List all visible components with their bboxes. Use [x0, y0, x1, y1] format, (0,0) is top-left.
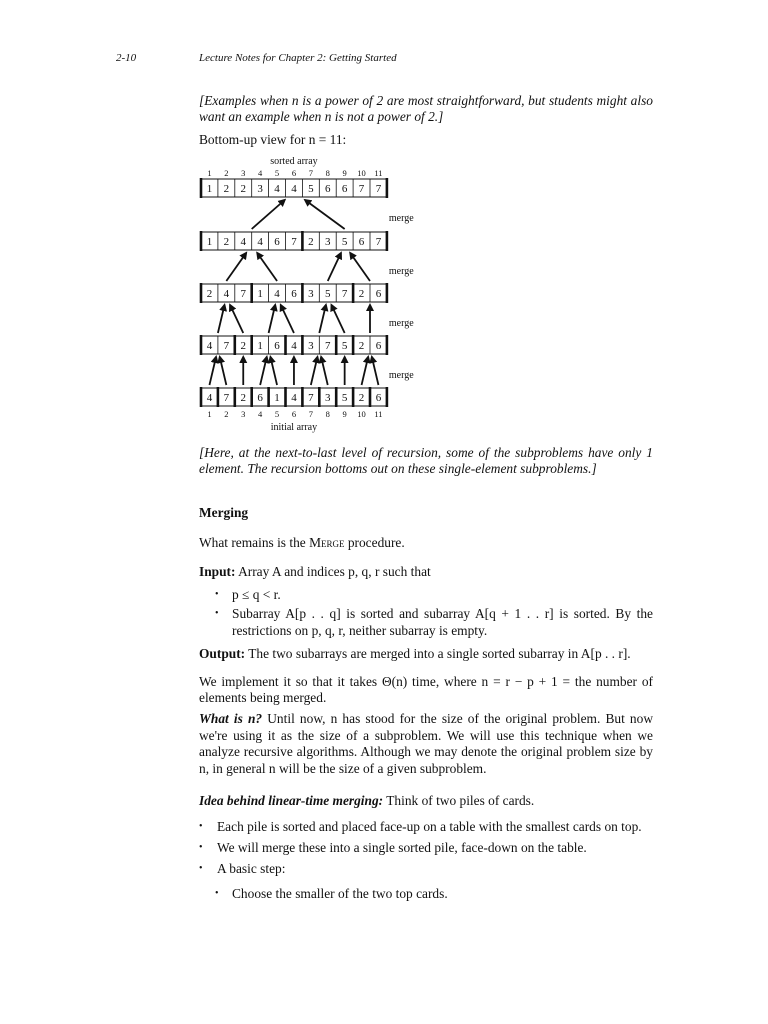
merge-procedure-name: Merge	[309, 535, 345, 551]
body-section	[199, 445, 653, 902]
bottom-index-5: 5	[274, 409, 280, 419]
merge-arrow	[252, 200, 285, 229]
cell-value: 5	[325, 288, 331, 300]
cell-value: 4	[274, 183, 280, 195]
merge-arrow	[305, 200, 345, 229]
input-label: Input:	[199, 563, 236, 579]
cell-value: 6	[257, 392, 263, 404]
cell-value: 4	[206, 340, 213, 352]
cell-value: 5	[308, 183, 314, 195]
bottom-index-3: 3	[241, 409, 246, 419]
cell-value: 7	[325, 340, 331, 352]
top-index-11: 11	[374, 168, 383, 178]
cell-value: 2	[240, 392, 246, 404]
cell-value: 6	[375, 340, 382, 352]
output-paragraph	[199, 646, 653, 662]
cell-value: 1	[206, 236, 213, 248]
merge-arrow	[218, 305, 225, 333]
initial-array-label: initial array	[270, 422, 318, 433]
idea-label: Idea behind linear-time merging:	[199, 793, 384, 809]
recursion-note: [Here, at the next-to-last level of recursion, some of the subproblems have only 1 element. The recursion bottoms out on these single-element subproblems.]	[199, 445, 653, 477]
merge-arrow	[281, 305, 294, 333]
merge-arrow	[226, 253, 246, 281]
cell-value: 4	[291, 340, 297, 352]
bottom-index-9: 9	[342, 409, 347, 419]
top-index-1: 1	[207, 168, 212, 178]
merge-arrow	[362, 357, 369, 385]
cell-value: 2	[308, 236, 314, 248]
cell-value: 7	[358, 183, 365, 195]
cell-value: 6	[274, 236, 280, 248]
top-index-10: 10	[357, 168, 366, 178]
merge-arrow	[311, 357, 318, 385]
cell-value: 3	[325, 392, 331, 404]
cell-value: 7	[223, 392, 230, 404]
bottom-index-10: 10	[357, 409, 366, 419]
cell-value: 2	[240, 340, 246, 352]
merge-label-4: merge	[388, 370, 414, 381]
idea-bullet-2: • We will merge these into a single sorted pile, face-down on the table.	[199, 840, 653, 856]
merge-arrow	[220, 357, 227, 385]
cell-value: 1	[257, 340, 263, 352]
merge-arrow	[319, 305, 326, 333]
cell-value: 6	[291, 288, 297, 300]
cell-value: 7	[375, 236, 382, 248]
what-is-n-label: What is n?	[199, 711, 263, 727]
merge-arrow	[331, 305, 344, 333]
cell-value: 2	[358, 340, 365, 352]
cell-value: 6	[274, 340, 280, 352]
bottom-index-7: 7	[308, 409, 313, 419]
cell-value: 4	[206, 392, 213, 404]
bottom-index-8: 8	[325, 409, 330, 419]
what-is-n-paragraph	[199, 711, 653, 777]
merge-label-3: merge	[388, 318, 414, 329]
top-index-2: 2	[224, 168, 229, 178]
cell-value: 4	[274, 288, 280, 300]
cell-value: 7	[341, 288, 348, 300]
top-index-9: 9	[342, 168, 347, 178]
cell-value: 1	[257, 288, 263, 300]
basic-step-bullets	[199, 886, 653, 902]
idea-bullet-1: • Each pile is sorted and placed face-up on a table with the smallest cards on top.	[199, 819, 653, 835]
cell-value: 7	[223, 340, 230, 352]
bottom-index-6: 6	[291, 409, 297, 419]
cell-value: 5	[341, 392, 348, 404]
cell-value: 5	[341, 236, 348, 248]
output-text: The two subarrays are merged into a single sorted subarray in A[p . . r].	[248, 646, 631, 662]
cell-value: 3	[257, 183, 263, 195]
cell-value: 1	[206, 183, 213, 195]
remains-text	[199, 535, 653, 551]
bottom-index-11: 11	[374, 409, 383, 419]
input-text: Array A and indices p, q, r such that	[238, 563, 431, 579]
cell-value: 2	[206, 288, 213, 300]
cell-value: 3	[308, 288, 314, 300]
merge-arrow	[350, 253, 370, 281]
output-label: Output:	[199, 646, 246, 662]
merge-label-1: merge	[388, 213, 414, 224]
remains-post: procedure.	[344, 535, 405, 551]
intro-section	[199, 93, 653, 148]
input-bullet-2: • Subarray A[p . . q] is sorted and subarray A[q + 1 . . r] is sorted. By the restrictions on p, q, r, neither subarray is empty.	[215, 606, 653, 639]
merge-arrow	[321, 357, 328, 385]
merging-heading: Merging	[199, 504, 249, 520]
merge-arrow	[269, 305, 276, 333]
idea-paragraph	[199, 793, 653, 809]
top-index-7: 7	[308, 168, 313, 178]
top-index-4: 4	[258, 168, 263, 178]
top-index-8: 8	[325, 168, 330, 178]
cell-value: 4	[291, 392, 297, 404]
intro-note: [Examples when n is a power of 2 are most straightforward, but students might also want an example when n is not a power of 2.]	[199, 93, 653, 125]
merge-sort-diagram	[199, 154, 439, 438]
idea-bullet-3: • A basic step:	[199, 861, 653, 877]
cell-value: 6	[358, 236, 365, 248]
bottom-index-4: 4	[258, 409, 263, 419]
cell-value: 5	[341, 340, 348, 352]
remains-pre: What remains is the	[199, 535, 310, 551]
cell-value: 7	[375, 183, 382, 195]
sorted-array-label: sorted array	[270, 156, 318, 167]
merge-arrow	[270, 357, 277, 385]
cell-value: 2	[223, 236, 230, 248]
merge-arrow	[230, 305, 243, 333]
cell-value: 7	[308, 392, 314, 404]
implement-paragraph: We implement it so that it takes Θ(n) time, where n = r − p + 1 = the number of elements being merged.	[199, 673, 653, 706]
merge-label-2: merge	[388, 266, 414, 277]
cell-value: 2	[358, 392, 365, 404]
idea-text: Think of two piles of cards.	[386, 793, 535, 809]
cell-value: 4	[223, 288, 230, 300]
cell-value: 2	[223, 183, 230, 195]
basic-step-bullet-1: • Choose the smaller of the two top cards.	[215, 886, 653, 902]
cell-value: 6	[375, 288, 382, 300]
merge-sort-svg	[199, 154, 439, 438]
cell-value: 6	[341, 183, 348, 195]
cell-value: 6	[325, 183, 331, 195]
merge-arrow	[372, 357, 379, 385]
cell-value: 4	[291, 183, 297, 195]
input-bullets	[199, 587, 653, 639]
cell-value: 2	[240, 183, 246, 195]
merge-arrow	[260, 357, 267, 385]
bottom-index-2: 2	[224, 409, 229, 419]
cell-value: 1	[274, 392, 280, 404]
cell-value: 7	[291, 236, 297, 248]
page-header-title: Lecture Notes for Chapter 2: Getting Started	[199, 52, 397, 64]
cell-value: 2	[358, 288, 365, 300]
page-header-number: 2-10	[116, 52, 137, 64]
input-bullet-1: • p ≤ q < r.	[215, 587, 653, 603]
what-is-n-text: Until now, n has stood for the size of the original problem. But now we're using it as the size of a subproblem. We will use this technique when we analyze recursive algorithms. Although we may denote the original problem size by n, in general n will be the size of a given subproblem.	[199, 711, 653, 776]
top-index-3: 3	[241, 168, 246, 178]
bottom-index-1: 1	[207, 409, 212, 419]
cell-value: 4	[257, 236, 263, 248]
merge-arrow	[257, 253, 277, 281]
cell-value: 3	[308, 340, 314, 352]
cell-value: 3	[325, 236, 331, 248]
merge-arrow	[328, 253, 341, 281]
bottom-up-label: Bottom-up view for n = 11:	[199, 131, 347, 147]
input-paragraph	[199, 564, 653, 580]
cell-value: 4	[240, 236, 246, 248]
cell-value: 6	[375, 392, 382, 404]
idea-bullets	[199, 819, 653, 878]
top-index-5: 5	[274, 168, 280, 178]
cell-value: 7	[240, 288, 246, 300]
top-index-6: 6	[291, 168, 297, 178]
merge-arrow	[209, 357, 216, 385]
